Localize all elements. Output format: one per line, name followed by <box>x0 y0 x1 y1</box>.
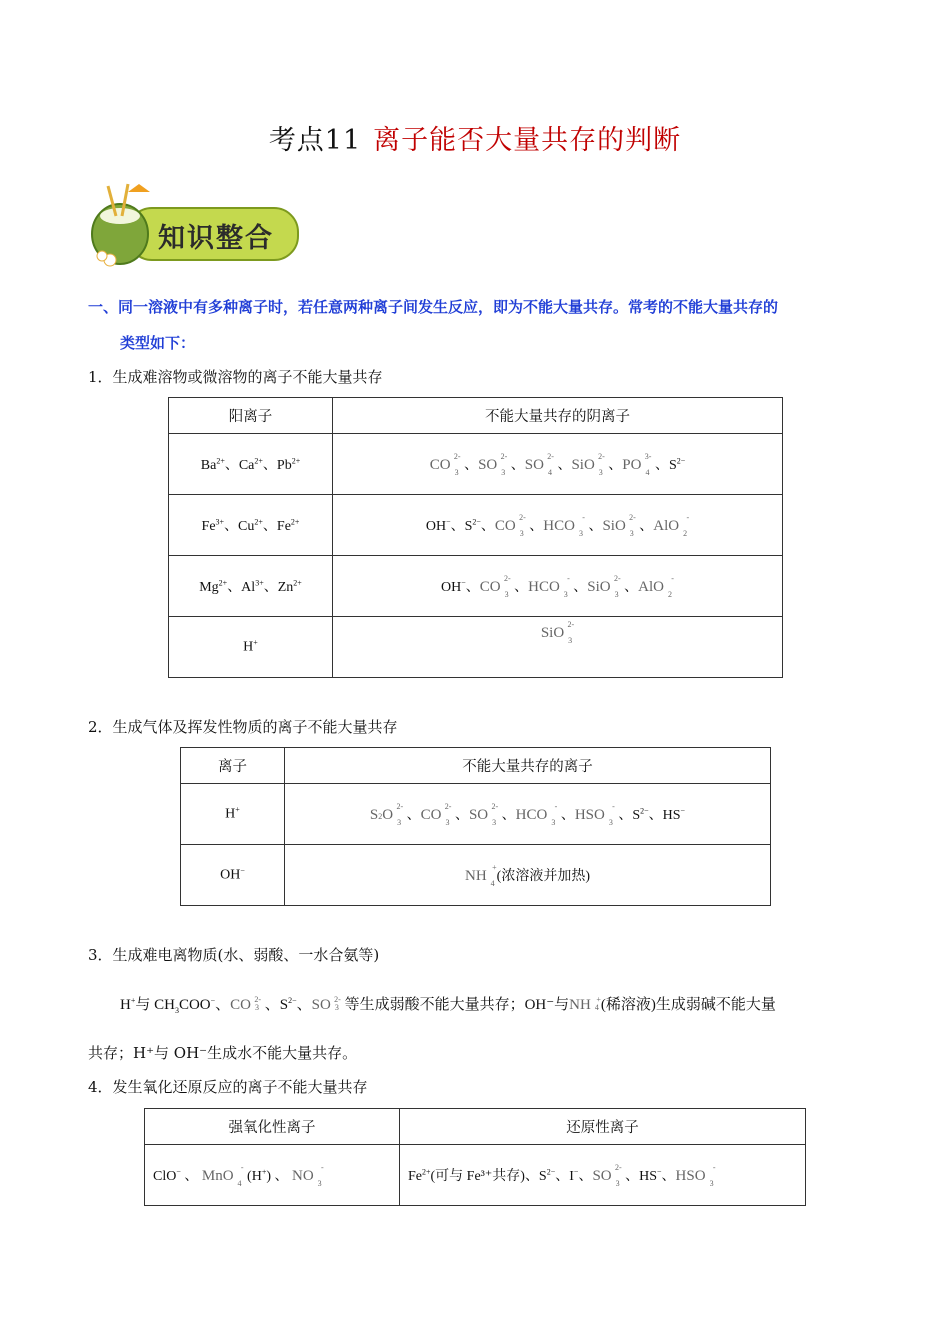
cation-row1: $Ba^{2+}$、$Ca^{2+}$、$Pb^{2+}$ <box>169 434 333 495</box>
item4-heading: 4．发生氧化还原反应的离子不能大量共存 <box>88 1078 368 1096</box>
gas-ion-row1: H+ <box>181 784 285 845</box>
item3-paragraph-line2: 共存；H⁺与 OH⁻生成水不能大量共存。 <box>88 1044 358 1062</box>
table4-col2-header: 还原性离子 <box>400 1109 806 1145</box>
fe-note: (可与 Fe³⁺共存) <box>430 1169 525 1184</box>
redox-table <box>144 1108 806 1206</box>
item2-heading: 2．生成气体及挥发性物质的离子不能大量共存 <box>88 718 398 736</box>
table1-col2-header: 不能大量共存的阴离子 <box>333 398 783 434</box>
banner-label: 知识整合 <box>158 223 274 254</box>
table2-col2-header: 不能大量共存的离子 <box>285 748 771 784</box>
item1-heading: 1．生成难溶物或微溶物的离子不能大量共存 <box>88 368 383 386</box>
table4-col1-header: 强氧化性离子 <box>145 1109 400 1145</box>
reducer-cell: $Fe^{2+}$(可与 Fe³⁺共存)、$S^{2-}$、I−、SO 2- 3 、HS−、HSO - 3 <box>400 1145 806 1206</box>
cation-row2: $Fe^{3+}$、$Cu^{2+}$、$Fe^{2+}$ <box>169 495 333 556</box>
precipitate-table <box>168 397 783 678</box>
item3-text2: (稀溶液)生成弱碱不能大量 <box>600 997 776 1013</box>
oxidizer-cell: ClO− 、 MnO - 4 (H+) 、 NO - 3 <box>145 1145 400 1206</box>
gas-table <box>180 747 771 906</box>
section-heading-line1: 一、同一溶液中有多种离子时，若任意两种离子间发生反应，即为不能大量共存。常考的不能大量共存的 <box>88 298 779 316</box>
anion-row4: SiO 2- 3 <box>333 617 783 678</box>
title-main: 离子能否大量共存的判断 <box>373 125 682 156</box>
page-title <box>0 118 950 157</box>
gas-ion-row2: OH− <box>181 845 285 906</box>
gas-partner-row2: NH + 4 (浓溶液并加热) <box>285 845 771 906</box>
gas-partner-row1: S2O 2- 3 、CO 2- 3 、SO 2- 3 、HCO - 3 、HSO - 3 、$S^{2-}$、HS− <box>285 784 771 845</box>
cation-row3: $Mg^{2+}$、$Al^{3+}$、$Zn^{2+}$ <box>169 556 333 617</box>
knowledge-banner <box>88 182 303 270</box>
section-heading-line2: 类型如下： <box>120 334 196 352</box>
title-prefix: 考点11 <box>268 125 362 156</box>
item3-text1: 等生成弱酸不能大量共存；OH⁻与 <box>344 997 570 1013</box>
heat-note: (浓溶液并加热) <box>496 869 590 884</box>
anion-row3: OH−、CO 2- 3 、HCO - 3 、SiO 2- 3 、AlO - 2 <box>333 556 783 617</box>
anion-row2: OH−、$S^{2-}$、CO 2- 3 、HCO - 3 、SiO 2- 3 、AlO - 2 <box>333 495 783 556</box>
anion-row1: CO 2- 3 、SO 2- 3 、SO 2- 4 、SiO 2- 3 、PO 3- 4 、$S^{2-}$ <box>333 434 783 495</box>
item3-paragraph-line1: H+与 $CH_3COO^-$、CO 2- 3 、$S^{2-}$、SO 2- 3 等生成弱酸不能大量共存；OH⁻与NH + 4 (稀溶液)生成弱碱不能大量 <box>120 995 776 1015</box>
table2-col1-header: 离子 <box>181 748 285 784</box>
item3-heading: 3．生成难电离物质(水、弱酸、一水合氨等) <box>88 946 380 964</box>
cation-row4: H+ <box>169 617 333 678</box>
table1-col1-header: 阳离子 <box>169 398 333 434</box>
